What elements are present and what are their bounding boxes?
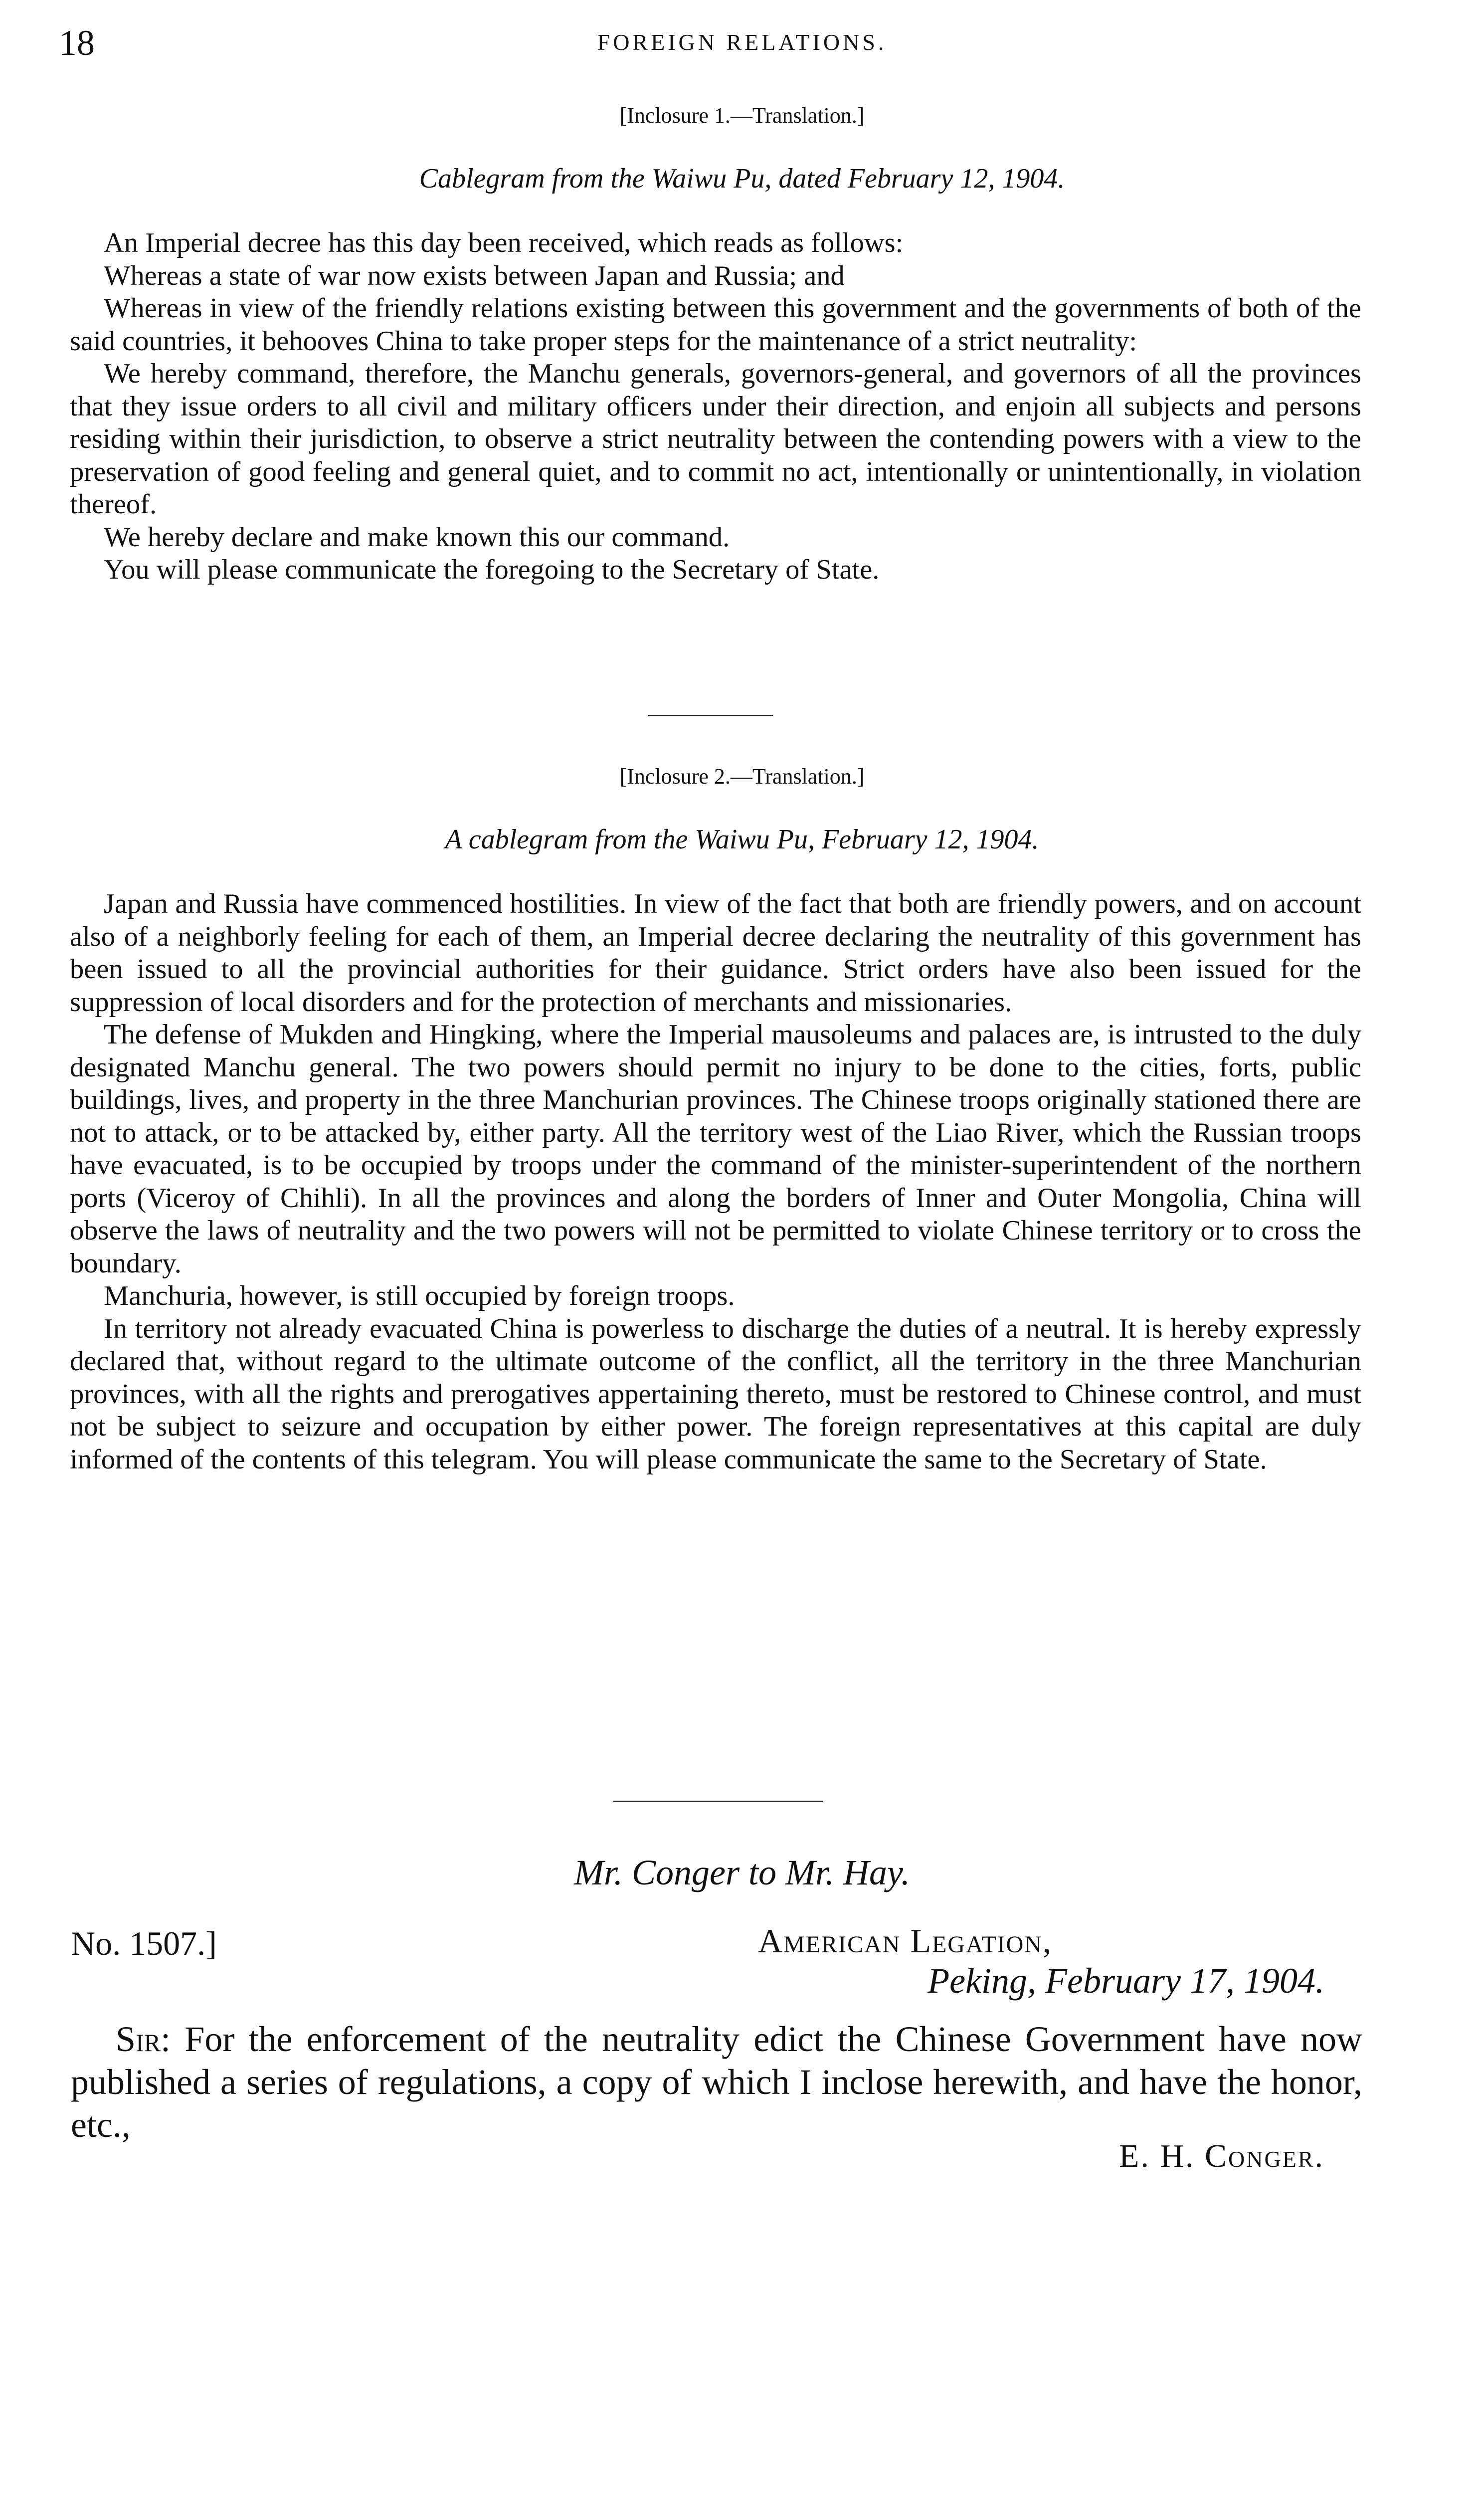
inclosure-1-label: [Inclosure 1.—Translation.] [619, 103, 865, 128]
page-number: 18 [59, 23, 95, 63]
inclosure-2-text [70, 888, 1361, 1476]
paragraph: We hereby command, therefore, the Manchu generals, governors-general, and governors of all the provinces that they issue orders to all civil and military officers under their direction, and enjoin all subjects and persons residing within their jurisdiction, to observe a strict neutrality between the contending powers with a view to the preservation of good feeling and general quiet, and to commit no act, intentionally or unintentionally, in violation thereof. [70, 358, 1361, 520]
running-title: FOREIGN RELATIONS. [597, 29, 887, 55]
inclosure-2-label: [Inclosure 2.—Translation.] [619, 764, 865, 789]
paragraph: Whereas in view of the friendly relations existing between this government and the governments of both of the said countries, it behooves China to take proper steps for the maintenance of a strict neutrality: [70, 293, 1361, 357]
inclosure-1-caption: Cablegram from the Waiwu Pu, dated February 12, 1904. [419, 163, 1065, 194]
section-divider [648, 715, 773, 716]
paragraph: The defense of Mukden and Hingking, where the Imperial mausoleums and palaces are, is intrusted to the duly designated Manchu general. The two powers should permit no injury to be done to the cities, forts, public buildings, lives, and property in the three Manchurian provinces. The Chinese troops originally stationed there are not to attack, or to be attacked by, either party. All the territory west of the Liao River, which the Russian troops have evacuated, is to be occupied by troops under the command of the minister-superintendent of the northern ports (Viceroy of Chihli). In all the provinces and along the borders of Inner and Outer Mongolia, China will observe the laws of neutrality and the two powers will not be permitted to violate Chinese territory or to cross the boundary. [70, 1019, 1361, 1279]
paragraph: In territory not already evacuated China is powerless to discharge the duties of a neutral. It is hereby expressly declared that, without regard to the ultimate outcome of the conflict, all the territory in the three Manchurian provinces, with all the rights and prerogatives appertaining thereto, must be restored to Chinese control, and must not be subject to seizure and occupation by either power. The foreign representatives at this capital are duly informed of the contents of this telegram. You will please communicate the same to the Secretary of State. [70, 1313, 1361, 1475]
section-divider [613, 1801, 823, 1802]
paragraph: Whereas a state of war now exists between Japan and Russia; and [104, 260, 845, 291]
signature: E. H. Conger. [1119, 2138, 1324, 2174]
inclosure-2-caption: A cablegram from the Waiwu Pu, February 12, 1904. [445, 824, 1039, 855]
place-date: Peking, February 17, 1904. [928, 1961, 1324, 2001]
letter-number: No. 1507.] [71, 1924, 217, 1962]
paragraph: An Imperial decree has this day been received, which reads as follows: [104, 227, 904, 258]
letter-text: For the enforcement of the neutrality edict the Chinese Government have now published a series of regulations, a copy of which I inclose herewith, and have the honor, etc., [71, 2019, 1363, 2145]
letter-title: Mr. Conger to Mr. Hay. [573, 1853, 910, 1892]
inclosure-1-text [70, 227, 1361, 587]
paragraph: Manchuria, however, is still occupied by foreign troops. [104, 1280, 735, 1311]
legation-heading: American Legation, [758, 1922, 1052, 1960]
paragraph: We hereby declare and make known this our command. [104, 521, 730, 553]
paragraph: You will please communicate the foregoing to the Secretary of State. [104, 554, 880, 585]
letter-body [71, 2018, 1362, 2146]
salutation: Sir: [116, 2019, 171, 2059]
paragraph: Japan and Russia have commenced hostilities. In view of the fact that both are friendly powers, and on account also of a neighborly feeling for each of them, an Imperial decree declaring the neutrality of this government has been issued to all the provincial authorities for their guidance. Strict orders have also been issued for the suppression of local disorders and for the protection of merchants and missionaries. [70, 888, 1361, 1018]
